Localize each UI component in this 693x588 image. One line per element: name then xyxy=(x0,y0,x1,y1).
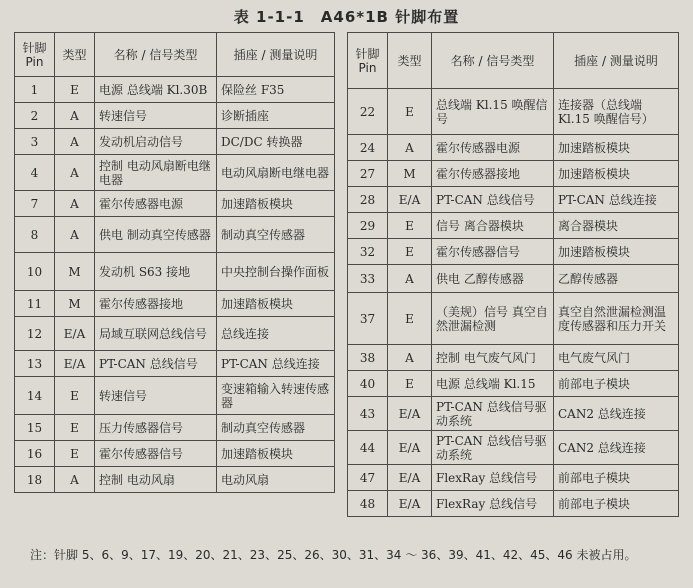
connector-cell: 加速踏板模块 xyxy=(554,239,679,265)
table-row xyxy=(15,441,335,467)
type-cell: E xyxy=(388,293,432,345)
pin-cell: 37 xyxy=(348,293,388,345)
type-cell: A xyxy=(55,467,95,493)
connector-cell: 真空自然泄漏检测温度传感器和压力开关 xyxy=(554,293,679,345)
pin-cell: 16 xyxy=(15,441,55,467)
type-cell: M xyxy=(55,253,95,291)
header-type: 类型 xyxy=(55,33,95,77)
type-cell: A xyxy=(388,345,432,371)
table-row xyxy=(348,397,679,431)
name-cell: 电源 总线端 Kl.15 xyxy=(432,371,554,397)
connector-cell: 前部电子模块 xyxy=(554,491,679,517)
connector-cell: 诊断插座 xyxy=(217,103,335,129)
pin-cell: 38 xyxy=(348,345,388,371)
pin-cell: 43 xyxy=(348,397,388,431)
table-row xyxy=(348,213,679,239)
table-row xyxy=(15,253,335,291)
pin-cell: 13 xyxy=(15,351,55,377)
table-row xyxy=(15,291,335,317)
pin-cell: 12 xyxy=(15,317,55,351)
pin-cell: 7 xyxy=(15,191,55,217)
table-row xyxy=(348,161,679,187)
table-row xyxy=(348,89,679,135)
connector-cell: DC/DC 转换器 xyxy=(217,129,335,155)
table-row xyxy=(15,103,335,129)
name-cell: 转速信号 xyxy=(95,103,217,129)
table-row xyxy=(15,77,335,103)
type-cell: E xyxy=(55,415,95,441)
connector-cell: 加速踏板模块 xyxy=(217,441,335,467)
connector-cell: 变速箱输入转速传感器 xyxy=(217,377,335,415)
connector-cell: 保险丝 F35 xyxy=(217,77,335,103)
name-cell: PT-CAN 总线信号驱动系统 xyxy=(432,431,554,465)
name-cell: 控制 电动风扇断电继电器 xyxy=(95,155,217,191)
connector-cell: 加速踏板模块 xyxy=(217,191,335,217)
type-cell: A xyxy=(55,155,95,191)
name-cell: 局域互联网总线信号 xyxy=(95,317,217,351)
name-cell: 发动机启动信号 xyxy=(95,129,217,155)
name-cell: 发动机 S63 接地 xyxy=(95,253,217,291)
table-row xyxy=(15,129,335,155)
pin-cell: 32 xyxy=(348,239,388,265)
pin-cell: 48 xyxy=(348,491,388,517)
table-row xyxy=(15,377,335,415)
pin-cell: 18 xyxy=(15,467,55,493)
name-cell: 转速信号 xyxy=(95,377,217,415)
pin-cell: 3 xyxy=(15,129,55,155)
type-cell: A xyxy=(388,265,432,293)
connector-cell: 中央控制台操作面板 xyxy=(217,253,335,291)
pin-table-left xyxy=(14,32,335,493)
connector-cell: 电动风扇断电继电器 xyxy=(217,155,335,191)
table-row xyxy=(15,191,335,217)
name-cell: 供电 制动真空传感器 xyxy=(95,217,217,253)
pin-cell: 8 xyxy=(15,217,55,253)
table-row xyxy=(348,371,679,397)
pin-cell: 47 xyxy=(348,465,388,491)
header-connector: 插座 / 测量说明 xyxy=(554,33,679,89)
type-cell: E xyxy=(388,213,432,239)
type-cell: E/A xyxy=(388,187,432,213)
type-cell: E xyxy=(388,371,432,397)
table-row xyxy=(348,265,679,293)
connector-cell: 乙醇传感器 xyxy=(554,265,679,293)
type-cell: A xyxy=(388,135,432,161)
name-cell: 控制 电动风扇 xyxy=(95,467,217,493)
pin-table-right xyxy=(347,32,679,517)
table-row xyxy=(348,135,679,161)
table-row xyxy=(348,491,679,517)
type-cell: E xyxy=(55,441,95,467)
pin-cell: 2 xyxy=(15,103,55,129)
connector-cell: 离合器模块 xyxy=(554,213,679,239)
name-cell: 霍尔传感器信号 xyxy=(432,239,554,265)
pin-cell: 29 xyxy=(348,213,388,239)
pin-cell: 40 xyxy=(348,371,388,397)
pin-cell: 15 xyxy=(15,415,55,441)
connector-cell: 制动真空传感器 xyxy=(217,415,335,441)
table-row xyxy=(15,351,335,377)
connector-cell: 连接器（总线端 Kl.15 唤醒信号） xyxy=(554,89,679,135)
name-cell: 电源 总线端 Kl.30B xyxy=(95,77,217,103)
name-cell: PT-CAN 总线信号驱动系统 xyxy=(432,397,554,431)
connector-cell: CAN2 总线连接 xyxy=(554,397,679,431)
type-cell: A xyxy=(55,217,95,253)
table-row xyxy=(15,317,335,351)
name-cell: 信号 离合器模块 xyxy=(432,213,554,239)
pin-cell: 1 xyxy=(15,77,55,103)
name-cell: 压力传感器信号 xyxy=(95,415,217,441)
connector-cell: 电气废气风门 xyxy=(554,345,679,371)
pin-cell: 24 xyxy=(348,135,388,161)
type-cell: E xyxy=(388,89,432,135)
header-connector: 插座 / 测量说明 xyxy=(217,33,335,77)
name-cell: FlexRay 总线信号 xyxy=(432,491,554,517)
name-cell: PT-CAN 总线信号 xyxy=(95,351,217,377)
name-cell: 霍尔传感器电源 xyxy=(432,135,554,161)
type-cell: E/A xyxy=(388,431,432,465)
footnote: 注：针脚 5、6、9、17、19、20、21、23、25、26、30、31、34 ～ 36、39、41、42、45、46 未被占用。 xyxy=(30,548,637,562)
name-cell: 控制 电气废气风门 xyxy=(432,345,554,371)
pin-cell: 14 xyxy=(15,377,55,415)
header-pin: 针脚 Pin xyxy=(348,33,388,89)
header-type: 类型 xyxy=(388,33,432,89)
type-cell: E xyxy=(55,77,95,103)
table-row xyxy=(348,187,679,213)
pin-cell: 33 xyxy=(348,265,388,293)
pin-cell: 11 xyxy=(15,291,55,317)
table-row xyxy=(348,239,679,265)
type-cell: M xyxy=(388,161,432,187)
pin-cell: 10 xyxy=(15,253,55,291)
header-pin: 针脚 Pin xyxy=(15,33,55,77)
name-cell: 供电 乙醇传感器 xyxy=(432,265,554,293)
type-cell: A xyxy=(55,103,95,129)
header-name: 名称 / 信号类型 xyxy=(95,33,217,77)
header-name: 名称 / 信号类型 xyxy=(432,33,554,89)
type-cell: A xyxy=(55,129,95,155)
name-cell: PT-CAN 总线信号 xyxy=(432,187,554,213)
connector-cell: PT-CAN 总线连接 xyxy=(217,351,335,377)
table-row xyxy=(348,293,679,345)
table-title: 表 1-1-1 A46*1B 针脚布置 xyxy=(233,8,460,26)
connector-cell: 制动真空传感器 xyxy=(217,217,335,253)
table-row xyxy=(348,465,679,491)
pin-cell: 44 xyxy=(348,431,388,465)
type-cell: E xyxy=(388,239,432,265)
type-cell: E/A xyxy=(55,351,95,377)
table-row xyxy=(15,217,335,253)
pin-cell: 22 xyxy=(348,89,388,135)
connector-cell: 加速踏板模块 xyxy=(554,135,679,161)
type-cell: E/A xyxy=(55,317,95,351)
name-cell: 霍尔传感器信号 xyxy=(95,441,217,467)
connector-cell: 总线连接 xyxy=(217,317,335,351)
type-cell: M xyxy=(55,291,95,317)
connector-cell: PT-CAN 总线连接 xyxy=(554,187,679,213)
table-row xyxy=(348,345,679,371)
connector-cell: CAN2 总线连接 xyxy=(554,431,679,465)
table-row xyxy=(348,431,679,465)
connector-cell: 前部电子模块 xyxy=(554,371,679,397)
table-row xyxy=(15,155,335,191)
connector-cell: 加速踏板模块 xyxy=(217,291,335,317)
pin-cell: 28 xyxy=(348,187,388,213)
table-row xyxy=(15,467,335,493)
type-cell: E/A xyxy=(388,491,432,517)
table-row xyxy=(15,415,335,441)
type-cell: E/A xyxy=(388,465,432,491)
name-cell: FlexRay 总线信号 xyxy=(432,465,554,491)
type-cell: E xyxy=(55,377,95,415)
pin-cell: 27 xyxy=(348,161,388,187)
connector-cell: 加速踏板模块 xyxy=(554,161,679,187)
name-cell: 总线端 Kl.15 唤醒信号 xyxy=(432,89,554,135)
name-cell: （美规）信号 真空自然泄漏检测 xyxy=(432,293,554,345)
name-cell: 霍尔传感器接地 xyxy=(432,161,554,187)
name-cell: 霍尔传感器电源 xyxy=(95,191,217,217)
connector-cell: 电动风扇 xyxy=(217,467,335,493)
type-cell: E/A xyxy=(388,397,432,431)
name-cell: 霍尔传感器接地 xyxy=(95,291,217,317)
connector-cell: 前部电子模块 xyxy=(554,465,679,491)
pin-cell: 4 xyxy=(15,155,55,191)
type-cell: A xyxy=(55,191,95,217)
